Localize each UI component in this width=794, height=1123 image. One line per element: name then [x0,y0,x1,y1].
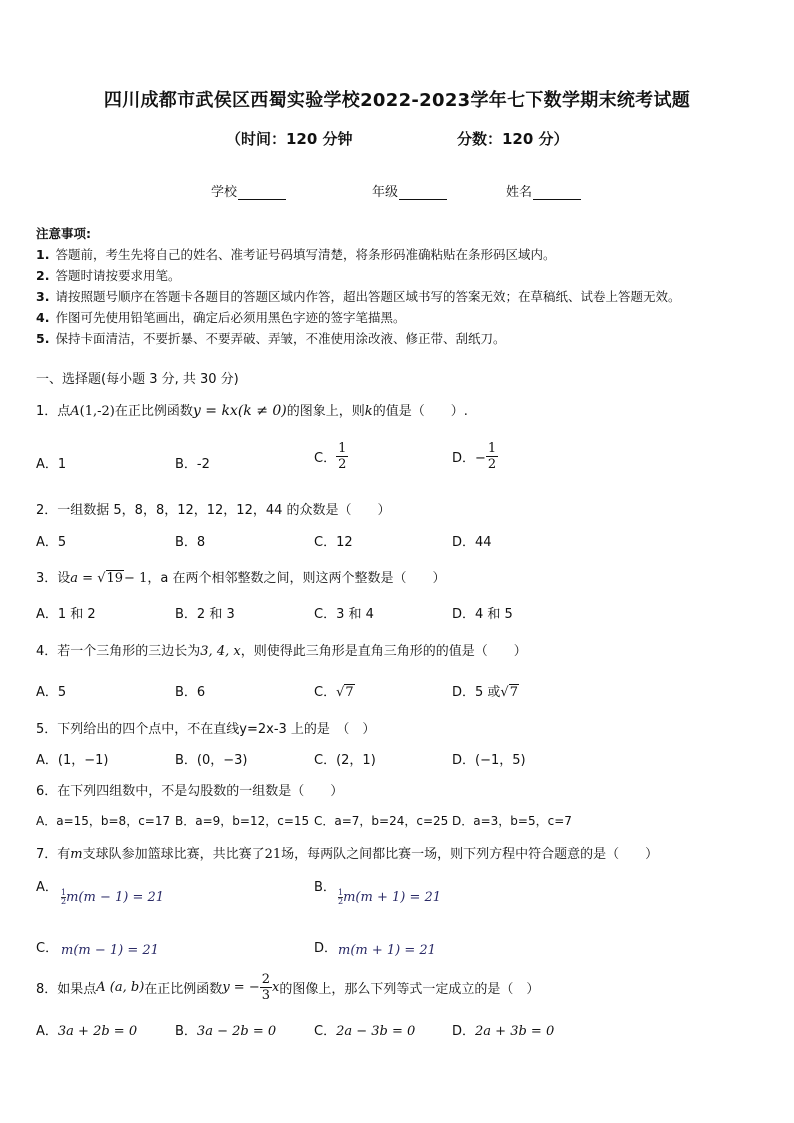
q3-option-a[interactable]: A．1 和 2 [36,607,96,622]
exam-title: 四川成都市武侯区西蜀实验学校2022-2023学年七下数学期末统考试题 [103,90,691,111]
question-8: 8．如果点A (a, b)在正比例函数y = − $\frac{2}{3}$ x的图像上，那么下列等式一定成立的是（ ） [36,972,540,1003]
total-score: 分数：120 分） [457,130,569,148]
q6-option-c[interactable]: C．a=7，b=24，c=25 [314,814,449,828]
name-blank[interactable] [533,187,581,200]
question-4: 4．若一个三角形的三边长为3, 4, x，则使得此三角形是直角三角形的的值是（ ） [36,644,527,659]
q4-option-a[interactable]: A．5 [36,685,67,700]
fraction-one-half: $\frac{1}{2}$ [338,888,344,906]
fraction-one-half: $\frac{1}{2}$ [61,888,67,906]
q3-option-b[interactable]: B．2 和 3 [175,607,235,622]
notes-heading: 注意事项: [36,226,91,241]
q5-option-b[interactable]: B．(0，−3) [175,753,248,768]
q7-option-c-equation[interactable]: m(m − 1) = 21 [61,943,159,958]
q3-option-c[interactable]: C．3 和 4 [314,607,374,622]
question-5: 5．下列给出的四个点中，不在直线y=2x-3 上的是 （ ） [36,722,376,737]
q2-option-d[interactable]: D．44 [452,535,492,550]
school-label: 学校 [211,185,238,200]
time-limit: （时间：120 分钟 [226,130,353,148]
section-heading: 一、选择题(每小题 3 分, 共 30 分) [36,372,239,387]
grade-field[interactable] [372,181,447,200]
q6-option-b[interactable]: B．a=9，b=12，c=15 [175,814,310,828]
question-3: 3．设a = √19− 1，a 在两个相邻整数之间，则这两个整数是（ ） [36,571,446,586]
question-7: 7．有m支球队参加篮球比赛，共比赛了21场，每两队之间都比赛一场，则下列方程中符合题意的是（ ） [36,847,659,862]
q3-option-d[interactable]: D．4 和 5 [452,607,513,622]
q7-option-b[interactable]: B． [314,880,336,895]
q8-option-b[interactable]: B．3a − 2b = 0 [175,1024,277,1039]
note-item: 2. 答题时请按要求用笔。 [36,268,181,283]
q1-option-c[interactable]: C． $\frac{1}{2}$ [314,441,347,472]
q8-option-d[interactable]: D．2a + 3b = 0 [452,1024,555,1039]
q5-option-d[interactable]: D．(−1，5) [452,753,526,768]
q2-option-b[interactable]: B．8 [175,535,206,550]
q1-option-b[interactable]: B．-2 [175,457,210,472]
fraction-one-half: $\frac{1}{2}$ [338,441,347,472]
q7-option-a[interactable]: A． [36,880,58,895]
q4-option-c[interactable]: C．√7 [314,685,354,700]
sqrt-19: √19 [97,571,124,586]
note-item: 3. 请按照题号顺序在答题卡各题目的答题区域内作答，超出答题区域书写的答案无效；在草稿纸、试卷上答题无效。 [36,289,681,304]
q8-option-a[interactable]: A．3a + 2b = 0 [36,1024,138,1039]
q1-option-d[interactable]: D．− $\frac{1}{2}$ [452,441,497,472]
note-item: 5. 保持卡面清洁，不要折暴、不要弄破、弄皱，不准使用涂改液、修正带、刮纸刀。 [36,331,506,346]
q6-option-d[interactable]: D．a=3，b=5，c=7 [452,814,572,828]
q7-option-c[interactable]: C． [36,941,59,956]
q7-option-b-equation[interactable]: $\frac{1}{2}m(m + 1) = 21$ [338,888,442,906]
fraction-two-thirds: $\frac{2}{3}$ [261,972,270,1003]
school-field[interactable] [211,181,286,200]
question-6: 6．在下列四组数中，不是勾股数的一组数是（ ） [36,784,344,799]
note-item: 1. 答题前，考生先将自己的姓名、准考证号码填写清楚，将条形码准确粘贴在条形码区域内。 [36,247,556,262]
q5-option-a[interactable]: A．(1，−1) [36,753,109,768]
grade-blank[interactable] [399,187,447,200]
q4-option-b[interactable]: B．6 [175,685,206,700]
grade-label: 年级 [372,185,399,200]
question-1: 1．点A(1,-2)在正比例函数y = kx(k ≠ 0)的图象上，则k的值是（ ）. [36,403,468,419]
q2-option-a[interactable]: A．5 [36,535,67,550]
q7-option-d-equation[interactable]: m(m + 1) = 21 [338,943,436,958]
q1-option-a[interactable]: A．1 [36,457,67,472]
question-2: 2．一组数据 5，8，8，12，12，12，44 的众数是（ ） [36,503,391,518]
q6-option-a[interactable]: A．a=15，b=8，c=17 [36,814,171,828]
q5-option-c[interactable]: C．(2，1) [314,753,376,768]
school-blank[interactable] [238,187,286,200]
q4-option-d[interactable]: D．5 或√7 [452,685,518,700]
q7-option-a-equation[interactable]: $\frac{1}{2}m(m - 1) = 21$ [61,888,165,906]
name-label: 姓名 [506,185,533,200]
name-field[interactable] [506,181,581,200]
q7-option-d[interactable]: D． [314,941,338,956]
q2-option-c[interactable]: C．12 [314,535,353,550]
note-item: 4. 作图可先使用铅笔画出，确定后必须用黑色字迹的签字笔描黑。 [36,310,406,325]
fraction-one-half: $\frac{1}{2}$ [487,441,497,472]
sqrt-7: √7 [500,685,518,700]
q8-option-c[interactable]: C．2a − 3b = 0 [314,1024,416,1039]
sqrt-7: √7 [336,685,354,700]
